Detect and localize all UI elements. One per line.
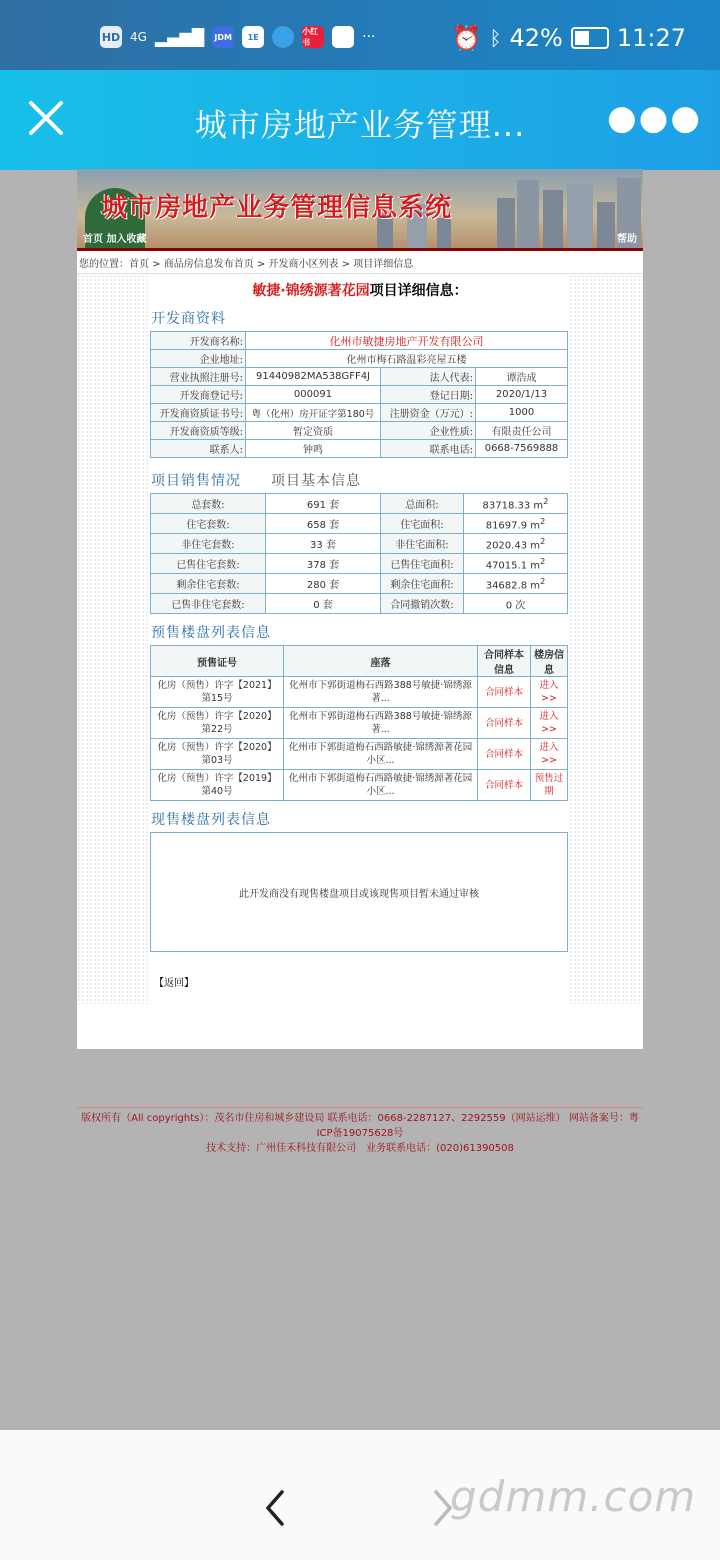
app-1e-icon: 1E (242, 26, 264, 48)
sales-value: 691 套 (266, 494, 381, 514)
dev-nature-label: 企业性质: (381, 422, 476, 440)
bluetooth-icon: ᛒ (489, 26, 502, 50)
building-info-link[interactable]: 进入>> (531, 708, 568, 739)
sales-value (464, 554, 568, 574)
dev-address-label: 企业地址: (151, 350, 246, 368)
presale-header-cert: 预售证号 (151, 646, 284, 677)
dev-phone-value: 0668-7569888 (476, 440, 568, 458)
dev-cert-value: 粤（化州）房开证字第180号 (246, 404, 381, 422)
presale-cert: 化房（预售）许字【2019】第40号 (151, 770, 284, 801)
sales-row (151, 574, 568, 594)
presale-cert: 化房（预售）许字【2020】第22号 (151, 708, 284, 739)
dev-capital-value: 1000 (476, 404, 568, 422)
watermark: gdmm.com (450, 1472, 697, 1521)
status-bar (0, 0, 720, 70)
tab-sales[interactable]: 项目销售情况 (151, 473, 241, 489)
more-menu-icon[interactable]: ●●● (606, 98, 702, 138)
sales-label: 非住宅面积: (381, 534, 464, 554)
breadcrumb[interactable]: 您的位置：首页 > 商品房信息发布首页 > 开发商小区列表 > 项目详细信息 (77, 251, 643, 274)
sales-row (151, 514, 568, 534)
developer-table (150, 331, 568, 458)
spot-section-title: 现售楼盘列表信息 (151, 812, 271, 828)
sales-label: 已售住宅套数: (151, 554, 266, 574)
unit-superscript: 2 (543, 495, 549, 506)
sales-value: 658 套 (266, 514, 381, 534)
sales-label: 总面积: (381, 494, 464, 514)
sales-area: 2020.43 m (485, 540, 540, 552)
unit-superscript: 2 (539, 555, 546, 566)
sales-tabs (151, 470, 570, 490)
dev-nature-value: 有限责任公司 (476, 422, 568, 440)
building-info-link[interactable]: 进入>> (531, 739, 568, 770)
presale-cert: 化房（预售）许字【2020】第03号 (151, 739, 284, 770)
dev-license-label: 营业执照注册号: (151, 368, 246, 386)
dev-capital-label: 注册资金（万元）: (381, 404, 476, 422)
page-title: 城市房地产业务管理... (194, 106, 526, 144)
sales-value (464, 514, 568, 534)
presale-header-location: 座落 (284, 646, 478, 677)
swirl-app-icon (332, 26, 354, 48)
presale-table (150, 645, 568, 801)
sales-value (464, 534, 568, 554)
presale-location: 化州市下郭街道梅石西路388号敏捷·锦绣源著... (284, 677, 478, 708)
content-area (77, 274, 643, 1154)
footer-copyright: 版权所有（All copyrights）：茂名市住房和城乡建设局 联系电话：0668-2287127、2292559（网站运维） 网站备案号：粤ICP备19075628号 (81, 1113, 639, 1139)
project-name: 敏捷·锦绣源著花园 (252, 283, 370, 299)
presale-header-contract: 合同样本信息 (478, 646, 531, 677)
xiaohongshu-app-icon: 小红书 (302, 26, 324, 48)
hd-indicator: HD (100, 26, 122, 48)
dev-contact-value: 钟鸣 (246, 440, 381, 458)
presale-row (151, 739, 568, 770)
sales-value (464, 494, 568, 514)
sales-area: 81697.9 m (485, 520, 540, 532)
sales-label: 剩余住宅面积: (381, 574, 464, 594)
battery-icon (571, 27, 609, 49)
unit-superscript: 2 (539, 535, 546, 546)
signal-icon: ▂▄▆█ (154, 27, 205, 47)
dev-name-label: 开发商名称: (151, 332, 246, 350)
title-bar (0, 70, 720, 170)
contract-sample-link[interactable]: 合同样本 (478, 677, 531, 708)
dev-grade-value: 暂定资质 (246, 422, 381, 440)
presale-location: 化州市下郭街道梅石西路敏捷·锦绣源著花园小区... (284, 770, 478, 801)
contract-sample-link[interactable]: 合同样本 (478, 739, 531, 770)
presale-location: 化州市下郭街道梅石西路敏捷·锦绣源著花园小区... (284, 739, 478, 770)
project-heading (150, 274, 570, 302)
dev-grade-label: 开发商资质等级: (151, 422, 246, 440)
sales-value (464, 574, 568, 594)
web-page (77, 169, 643, 1154)
sales-table (150, 493, 568, 614)
bottom-nav-bar (0, 1430, 720, 1560)
back-link[interactable]: 【返回】 (154, 978, 194, 989)
presale-row (151, 770, 568, 801)
browser-app-icon (272, 26, 294, 48)
sales-label: 住宅套数: (151, 514, 266, 534)
sales-label: 已售非住宅套数: (151, 594, 266, 614)
sales-value: 378 套 (266, 554, 381, 574)
sales-label: 总套数: (151, 494, 266, 514)
presale-location: 化州市下郭街道梅石西路388号敏捷·锦绣源著... (284, 708, 478, 739)
unit-superscript: 2 (539, 515, 546, 526)
dev-regdate-label: 登记日期: (381, 386, 476, 404)
sales-row (151, 554, 568, 574)
unit-superscript: 2 (539, 575, 546, 586)
dev-regno-value: 000091 (246, 386, 381, 404)
presale-cert: 化房（预售）许字【2021】第15号 (151, 677, 284, 708)
tab-basic-info[interactable]: 项目基本信息 (271, 473, 361, 489)
contract-sample-link[interactable]: 合同样本 (478, 770, 531, 801)
signal-indicator: 4G (130, 30, 147, 44)
sales-row (151, 494, 568, 514)
sales-label: 已售住宅面积: (381, 554, 464, 574)
dev-name-value: 化州市敏捷房地产开发有限公司 (246, 332, 568, 350)
site-title: 城市房地产业务管理信息系统 (101, 193, 453, 223)
site-banner (77, 169, 643, 251)
more-notifications-icon: ··· (362, 29, 376, 45)
presale-section-title: 预售楼盘列表信息 (151, 625, 271, 641)
dev-phone-label: 联系电话: (381, 440, 476, 458)
sales-label: 剩余住宅套数: (151, 574, 266, 594)
sales-area: 83718.33 m (482, 500, 544, 512)
developer-section-title: 开发商资料 (151, 311, 226, 327)
sales-row (151, 594, 568, 614)
back-arrow-icon[interactable] (258, 1488, 292, 1528)
sales-value: 0 套 (266, 594, 381, 614)
detail-panel (150, 274, 570, 1004)
battery-percent: 42% (509, 24, 563, 52)
footer-support: 技术支持：广州佳禾科技有限公司 业务联系电话：(020)61390508 (206, 1143, 514, 1154)
sales-row (151, 534, 568, 554)
dev-contact-label: 联系人: (151, 440, 246, 458)
alarm-icon: ⏰ (451, 24, 482, 52)
presale-row (151, 677, 568, 708)
heading-suffix: 项目详细信息： (369, 283, 468, 299)
building-info-link[interactable]: 预售过期 (531, 770, 568, 801)
sales-label: 住宅面积: (381, 514, 464, 534)
contract-sample-link[interactable]: 合同样本 (478, 708, 531, 739)
sales-label: 合同撤销次数: (381, 594, 464, 614)
sales-value: 280 套 (266, 574, 381, 594)
dev-address-value: 化州市梅石路温彩亮屋五楼 (246, 350, 568, 368)
dev-regdate-value: 2020/1/13 (476, 386, 568, 404)
help-link[interactable]: 帮助 (617, 234, 637, 245)
dev-license-value: 91440982MA538GFF4J (246, 368, 381, 386)
sales-value (464, 594, 568, 614)
dev-cert-label: 开发商资质证书号: (151, 404, 246, 422)
dev-legal-value: 谭浩成 (476, 368, 568, 386)
presale-row (151, 708, 568, 739)
dev-regno-label: 开发商登记号: (151, 386, 246, 404)
page-footer (77, 1107, 643, 1156)
dev-legal-label: 法人代表: (381, 368, 476, 386)
sales-value: 33 套 (266, 534, 381, 554)
sales-area: 47015.1 m (485, 560, 540, 572)
jdm-app-icon: JDM (212, 26, 234, 48)
building-info-link[interactable]: 进入>> (531, 677, 568, 708)
sales-area: 0 次 (505, 600, 526, 612)
clock-time: 11:27 (616, 24, 686, 52)
banner-home-links[interactable]: 首页 加入收藏 (83, 234, 147, 245)
sales-area: 34682.8 m (485, 580, 540, 592)
presale-header-building: 楼房信息 (531, 646, 568, 677)
sales-label: 非住宅套数: (151, 534, 266, 554)
spot-empty-message: 此开发商没有现售楼盘项目或该现售项目暂未通过审核 (150, 832, 568, 952)
